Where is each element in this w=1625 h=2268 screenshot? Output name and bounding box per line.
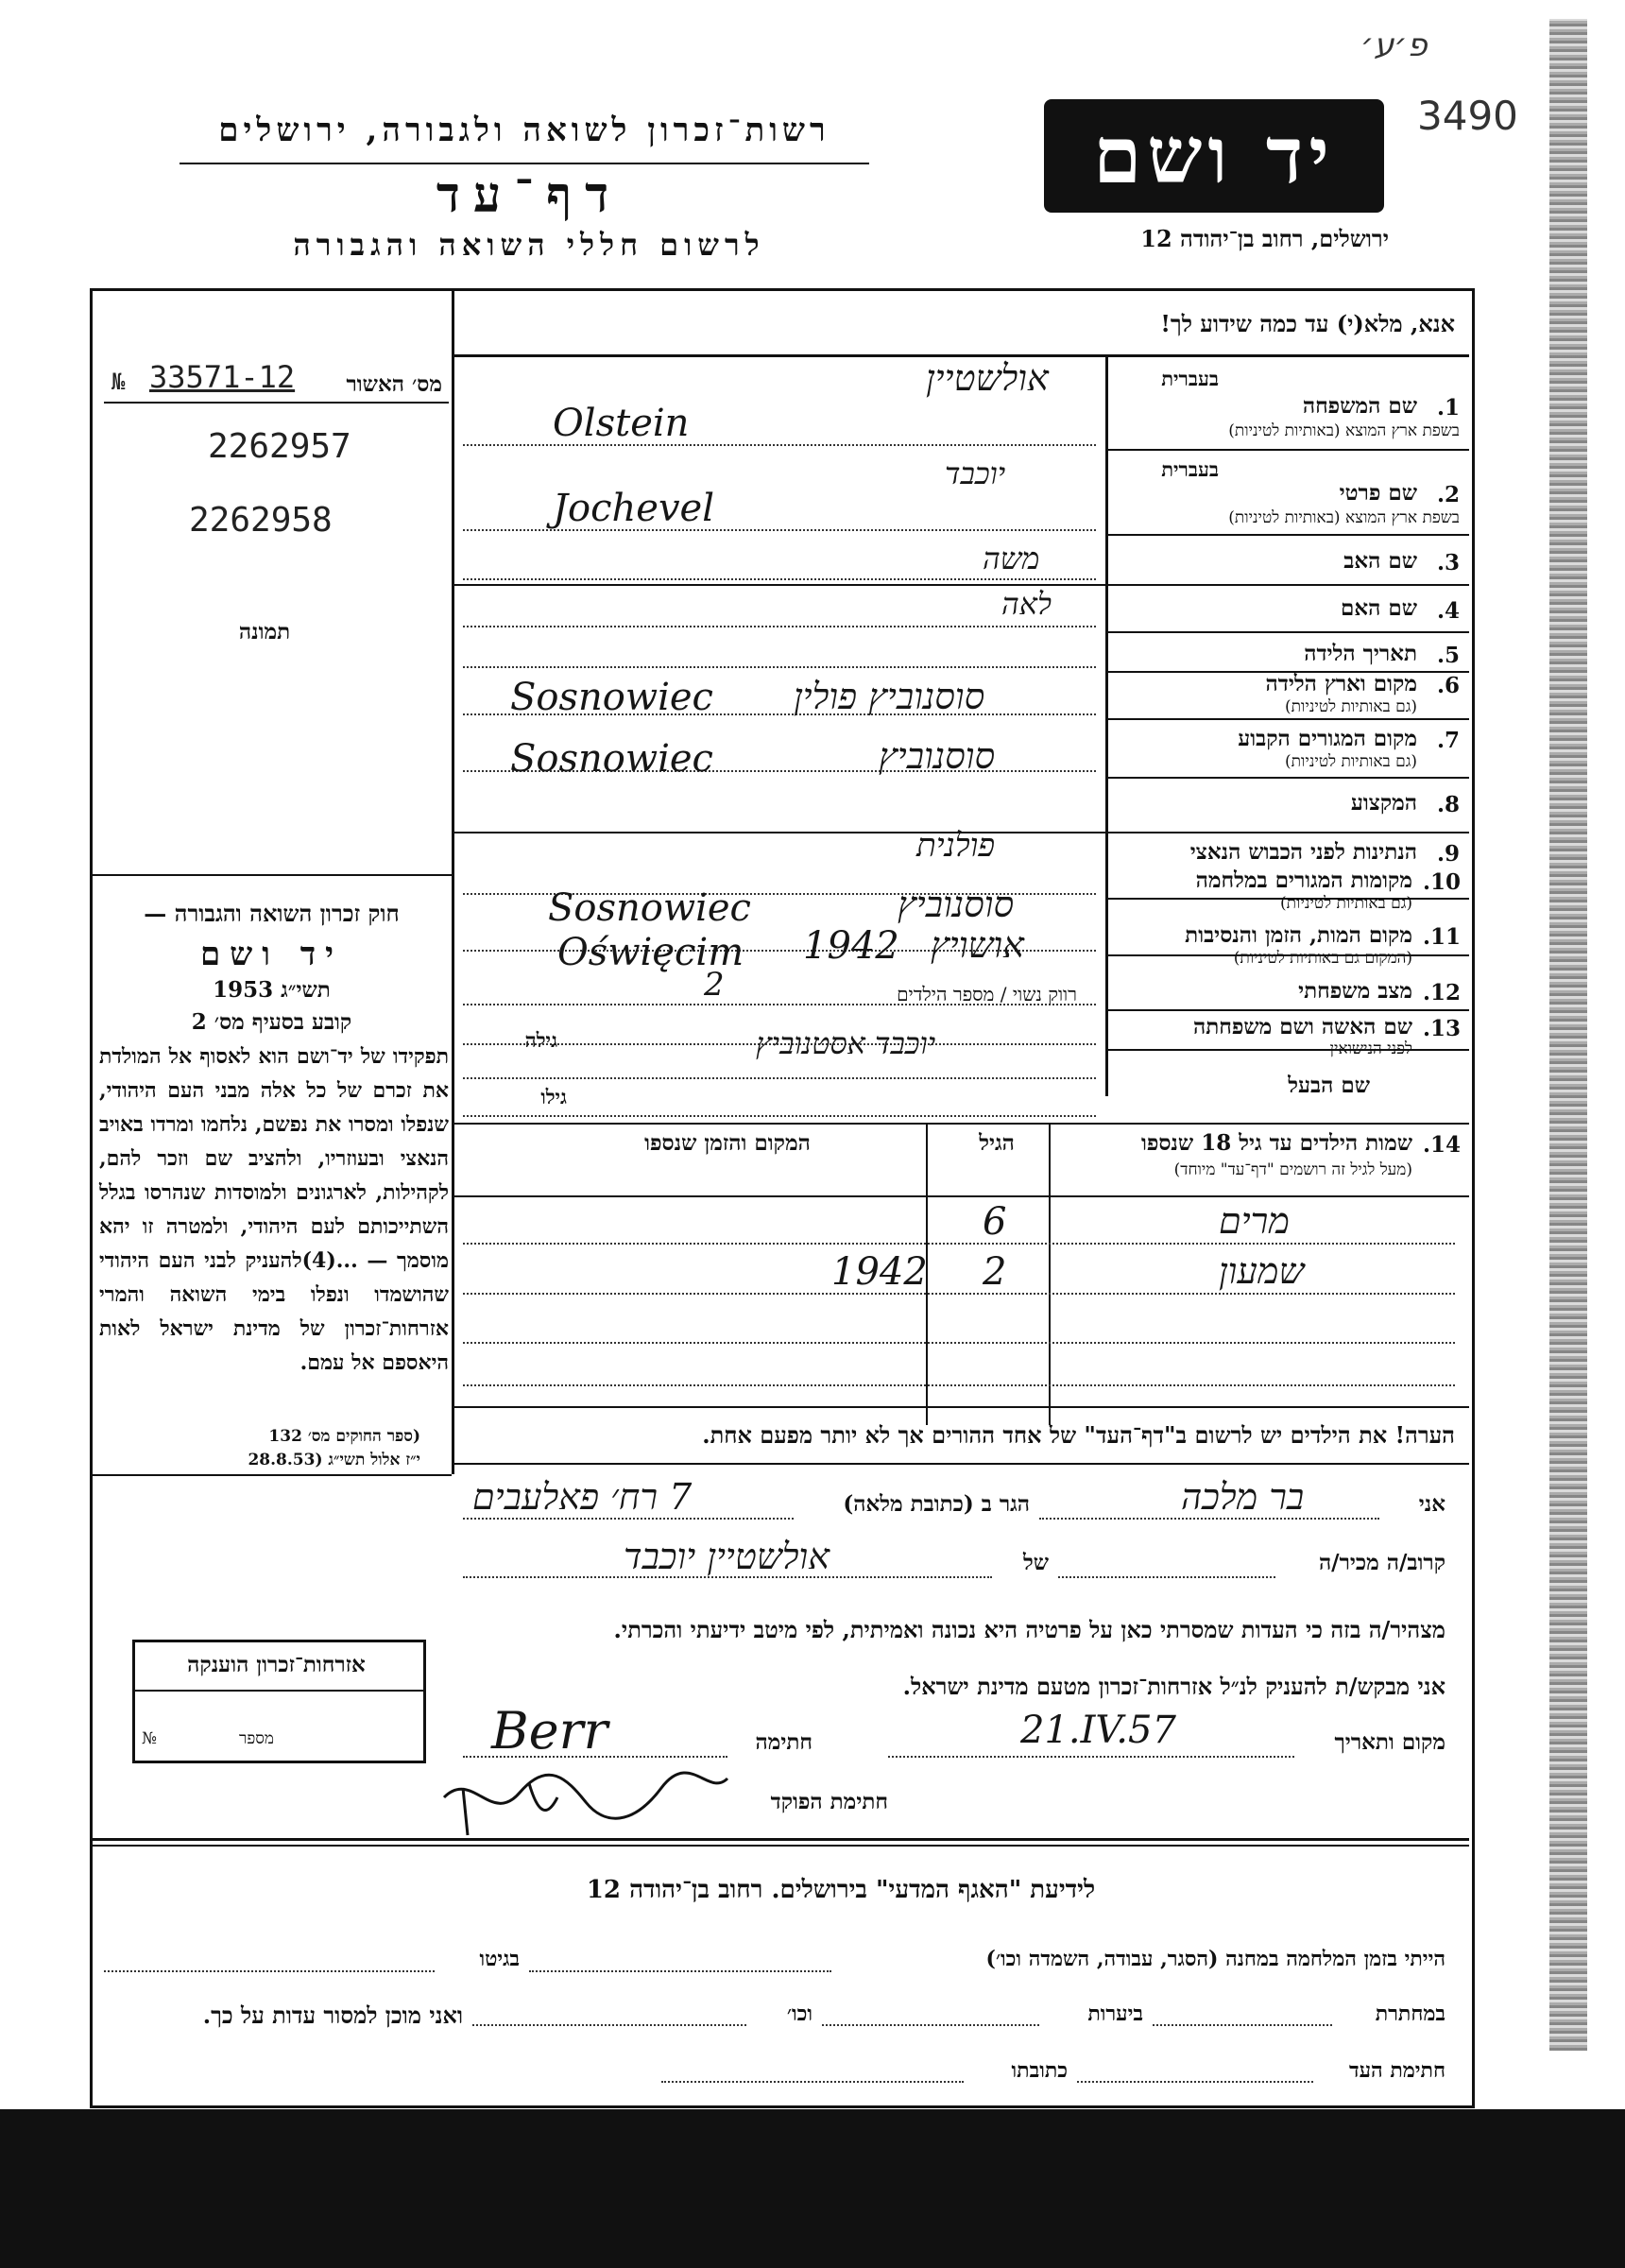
citizenship-prefix: № (142, 1729, 158, 1748)
relation-line-2 (463, 1576, 992, 1578)
child-1-name: מרים (1219, 1200, 1290, 1242)
children-age-header: הגיל (979, 1130, 1015, 1156)
field-12-label: מצב משפחתי (1298, 978, 1412, 1004)
header-address: ירושלים, רחוב בן־יהודה 12 (1140, 225, 1389, 252)
declaration-address-line (463, 1518, 794, 1520)
law-year: תשי״ג 1953 (213, 977, 331, 1003)
child-1-age: 6 (983, 1200, 1007, 1244)
law-bottom-rule (90, 1474, 452, 1476)
field-1-value-latin: Olstein (553, 402, 690, 445)
value-line (463, 578, 1096, 580)
field-14-number: 14. (1422, 1132, 1461, 1158)
field-13-label: שם האשה ושם משפחתה (1193, 1014, 1412, 1040)
field-1-number: 1. (1436, 395, 1460, 421)
field-5-number: 5. (1436, 643, 1460, 668)
field-5-label: תאריך הלידה (1304, 641, 1417, 666)
bottom-line2-c: וכו׳ (786, 2002, 812, 2026)
field-10-sub: (גם באותיות לטיניות) (1280, 894, 1412, 913)
declaration-name-line (1039, 1518, 1379, 1520)
bottom-line3-dots-2 (661, 2081, 964, 2083)
bottom-line3-a: חתימת העד (1348, 2058, 1445, 2083)
bottom-line2-dots-3 (472, 2024, 746, 2026)
field-12-value: 2 (704, 966, 725, 1004)
field-2-value-hebrew: יוכבד (945, 455, 1006, 491)
registration-prefix: № (111, 369, 126, 395)
declaration-request: אני מבקש/ת להעניק לנ״ל אזרחות־זכרון מטעם מדינת ישראל. (902, 1673, 1445, 1700)
field-6-value-latin: Sosnowiec (510, 676, 713, 719)
citizenship-number-label: מספר (238, 1729, 274, 1748)
bottom-line2-b: ביערות (1087, 2002, 1143, 2026)
org-line: רשות־זכרון לשואה ולגבורה, ירושלים (218, 112, 830, 149)
corner-number: 3490 (1417, 93, 1518, 139)
field-12-sub: רווק נשוי / מספר הילדים (897, 983, 1077, 1005)
field-6-label: מקום וארץ הלידה (1265, 671, 1417, 696)
field-8-label: המקצוע (1350, 790, 1417, 816)
field-13-age-label: גילה (524, 1028, 557, 1052)
bottom-line2-a: במחתרת (1375, 2002, 1445, 2026)
law-top-rule (90, 874, 452, 876)
field-7-sub: (גם באותיות לטיניות) (1285, 752, 1417, 771)
bottom-line1-dots (529, 1970, 831, 1972)
field-10-value-latin: Sosnowiec (548, 886, 751, 930)
field-1-label: שם המשפחה (1302, 393, 1417, 419)
field-9-value: פולנית (916, 827, 996, 865)
husband-label: שם הבעל (1288, 1073, 1370, 1098)
field-10-number: 10. (1422, 869, 1461, 895)
declaration-address: 7 רח׳ פאלעבים (472, 1476, 693, 1518)
signature-line (463, 1756, 727, 1758)
field-14-sub: (מעל לגיל זה רושמים "דף־עד" מיוחד) (1173, 1160, 1412, 1179)
row-divider (452, 584, 1469, 586)
yad-vashem-logo: יד ושם (1044, 99, 1384, 213)
relation-value: אולשטיין יוכבד (624, 1536, 830, 1577)
field-4-value: לאה (1001, 586, 1052, 622)
bottom-line2-dots-1 (1153, 2024, 1332, 2026)
relation-label: קרוב/ה מכיר/ה (1318, 1550, 1445, 1575)
children-row-line (463, 1384, 1455, 1386)
stamped-number-1: 2262957 (208, 427, 351, 466)
bottom-line1-dots-2 (104, 1970, 435, 1972)
law-name: יד ושם (199, 936, 344, 973)
row-divider (1105, 631, 1469, 633)
value-line (463, 626, 1096, 627)
photo-label: תמונה (238, 619, 291, 644)
field-2-sub: בשפת ארץ המוצא (באותיות לטיניות) (1228, 508, 1460, 527)
field-9-label: הנתינות לפני הכבוש הנאצי (1189, 839, 1417, 865)
field-7-number: 7. (1436, 728, 1460, 753)
field-6-number: 6. (1436, 673, 1460, 698)
field-1-lang: בעברית (1161, 367, 1219, 390)
intro-text: אנא, מלא(י) עד כמה שידוע לך! (1160, 310, 1455, 337)
citizenship-rule (132, 1690, 423, 1692)
field-3-number: 3. (1436, 550, 1460, 576)
bottom-line1-a: הייתי בזמן המלחמה במחנה (הסגר, עבודה, השמדה וכו׳) (985, 1947, 1445, 1971)
children-row-line (463, 1293, 1455, 1295)
place-date-label: מקום ותאריך (1334, 1729, 1445, 1755)
signature-value: Berr (491, 1701, 608, 1761)
value-line (463, 1115, 1096, 1117)
field-14-label: שמות הילדים עד גיל 18 שנספו (1140, 1130, 1412, 1156)
registration-rule (104, 402, 449, 404)
row-divider (1105, 777, 1469, 779)
child-2-age: 2 (983, 1250, 1007, 1294)
bottom-double-rule (90, 1838, 1469, 1841)
registration-number: 33571-12 (149, 359, 296, 395)
row-divider (1105, 718, 1469, 720)
field-10-label: מקומות המגורים במלחמה (1195, 868, 1412, 893)
field-1-value-hebrew: אולשטיין (926, 357, 1049, 399)
children-row-line (463, 1243, 1455, 1245)
scan-edge (1549, 19, 1587, 2051)
children-place-header: המקום והזמן שנספו (644, 1130, 811, 1156)
officer-label: חתימת הפוקד (770, 1789, 888, 1814)
field-11-value-hebrew: אושויץ (931, 924, 1024, 966)
bottom-line1-b: בגיטו (479, 1947, 520, 1971)
field-7-value-latin: Sosnowiec (510, 737, 713, 781)
row-divider (1105, 534, 1469, 536)
field-8-number: 8. (1436, 792, 1460, 817)
note-bottom-rule (452, 1463, 1469, 1465)
law-ref-1: (ספר החוקים מס׳ 132 (268, 1427, 420, 1446)
field-10-value-hebrew: סוסנוביץ (898, 884, 1015, 925)
field-11-label: מקום המות, הזמן והנסיבות (1185, 922, 1412, 948)
scan-black-band (0, 2109, 1625, 2268)
child-2-name: שמעון (1219, 1250, 1305, 1292)
law-ref-2: י״ז אלול תשי״ג (28.8.53 (248, 1451, 420, 1469)
law-clause: קובע בסעיף מס׳ 2 (191, 1009, 352, 1035)
field-7-value-hebrew: סוסנוביץ (879, 735, 996, 777)
declaration-gar: הגר ב (כתובת מלאה) (843, 1491, 1030, 1517)
declaration-statement: מצהיר/ה בזה כי העדות שמסרתי כאן על פרטיה היא נכונה ואמיתית, לפי מיטב ידיעתי והכרתי. (613, 1616, 1445, 1643)
field-2-value-latin: Jochevel (553, 487, 715, 530)
corner-mark: פ׳ע׳ (1360, 26, 1428, 64)
law-body: תפקידו של יד־ושם הוא לאסוף אל המולדת את זכרם של כל אלה מבני העם היהודי, שנפלו ומסרו את נפשם, נלחמו ומרדו באויב הנאצי ובעוזריו, ולהציב שם וזכר להם, לקהילות, לארגונים ולמוסדות שנהרסו בגלל השתייכותם לעם היהודי, ולמטרה זו יהא מוסמך — ...(4)להעניק לבני העם היהודי שהושמדו ונפלו בימי השואה והמרי אזרחות־זכרון של מדינת ישראל לאות היאספם אל עמם. (99, 1044, 449, 1375)
field-3-value: משה (983, 541, 1040, 576)
field-13-sub: לפני הנישואין (1329, 1040, 1412, 1058)
place-date-line (888, 1756, 1294, 1758)
page-title: דף־עד (436, 166, 623, 224)
field-6-value-hebrew: סוסנוביץ פולין (794, 676, 985, 717)
value-line (463, 666, 1096, 668)
declaration-ani: אני (1418, 1491, 1445, 1517)
bottom-line3-b: כתובתו (1011, 2058, 1068, 2083)
field-11-value-latin: Oświęcim (557, 931, 744, 974)
row-divider (1105, 1009, 1469, 1011)
place-date-value: 21.IV.57 (1020, 1709, 1176, 1752)
row-divider (1105, 449, 1469, 451)
field-13-number: 13. (1422, 1016, 1461, 1041)
left-column-divider (452, 288, 454, 1474)
child-2-place: 1942 (831, 1250, 928, 1294)
field-11-sub: (המקום גם באותיות לטיניות) (1233, 949, 1412, 968)
field-6-sub: (גם באותיות לטיניות) (1285, 697, 1417, 716)
field-7-label: מקום המגורים הקבוע (1238, 726, 1417, 751)
children-row-line (463, 1342, 1455, 1344)
field-9-number: 9. (1436, 841, 1460, 867)
field-4-number: 4. (1436, 598, 1460, 624)
field-2-label: שם פרטי (1339, 480, 1417, 506)
field-2-lang: בעברית (1161, 457, 1219, 481)
registration-label: מס׳ האשור (346, 371, 442, 397)
bottom-title: לידיעת "האגף המדעי" בירושלים. רחוב בן־יהודה 12 (586, 1876, 1096, 1904)
label-column-divider (1105, 354, 1108, 1096)
law-title: חוק זכרון השואה והגבורה — (144, 900, 400, 927)
bottom-line2-dots-2 (822, 2024, 1039, 2026)
declaration-name: בר מלכה (1181, 1476, 1305, 1518)
field-11-value-year: 1942 (803, 924, 899, 968)
officer-signature (435, 1760, 737, 1845)
relation-shel: של (1022, 1550, 1049, 1575)
relation-line-1 (1058, 1576, 1275, 1578)
field-13-value: יוכבד אסטנוביץ (756, 1025, 936, 1061)
field-1-sub: בשפת ארץ המוצא (באותיות לטיניות) (1228, 421, 1460, 440)
bottom-line2-d: ואני מוכן למסור עדות על כך. (202, 2002, 463, 2029)
field-2-number: 2. (1436, 482, 1460, 507)
husband-age-label: גילו (540, 1085, 567, 1108)
field-3-label: שם האב (1343, 548, 1417, 574)
citizenship-title: אזרחות־זכרון הוענקה (187, 1652, 366, 1677)
field-4-label: שם האם (1341, 595, 1417, 621)
note-top-rule (452, 1406, 1469, 1408)
field-11-number: 11. (1422, 924, 1461, 950)
stamped-number-2: 2262958 (189, 501, 333, 540)
note-text: הערה! את הילדים יש לרשום ב"דף־העד" של אחד ההורים אך לא יותר מפעם אחת. (702, 1421, 1455, 1449)
org-underline (180, 163, 869, 164)
value-line (463, 1077, 1096, 1079)
page-subtitle: לרשום חללי השואה והגבורה (293, 227, 765, 263)
field-12-number: 12. (1422, 980, 1461, 1005)
signature-label: חתימה (755, 1729, 812, 1755)
bottom-line3-dots-1 (1077, 2081, 1313, 2083)
children-header-rule (452, 1195, 1469, 1197)
children-col-divider (1049, 1123, 1051, 1425)
bottom-double-rule (90, 1845, 1469, 1847)
children-top-rule (452, 1123, 1469, 1125)
